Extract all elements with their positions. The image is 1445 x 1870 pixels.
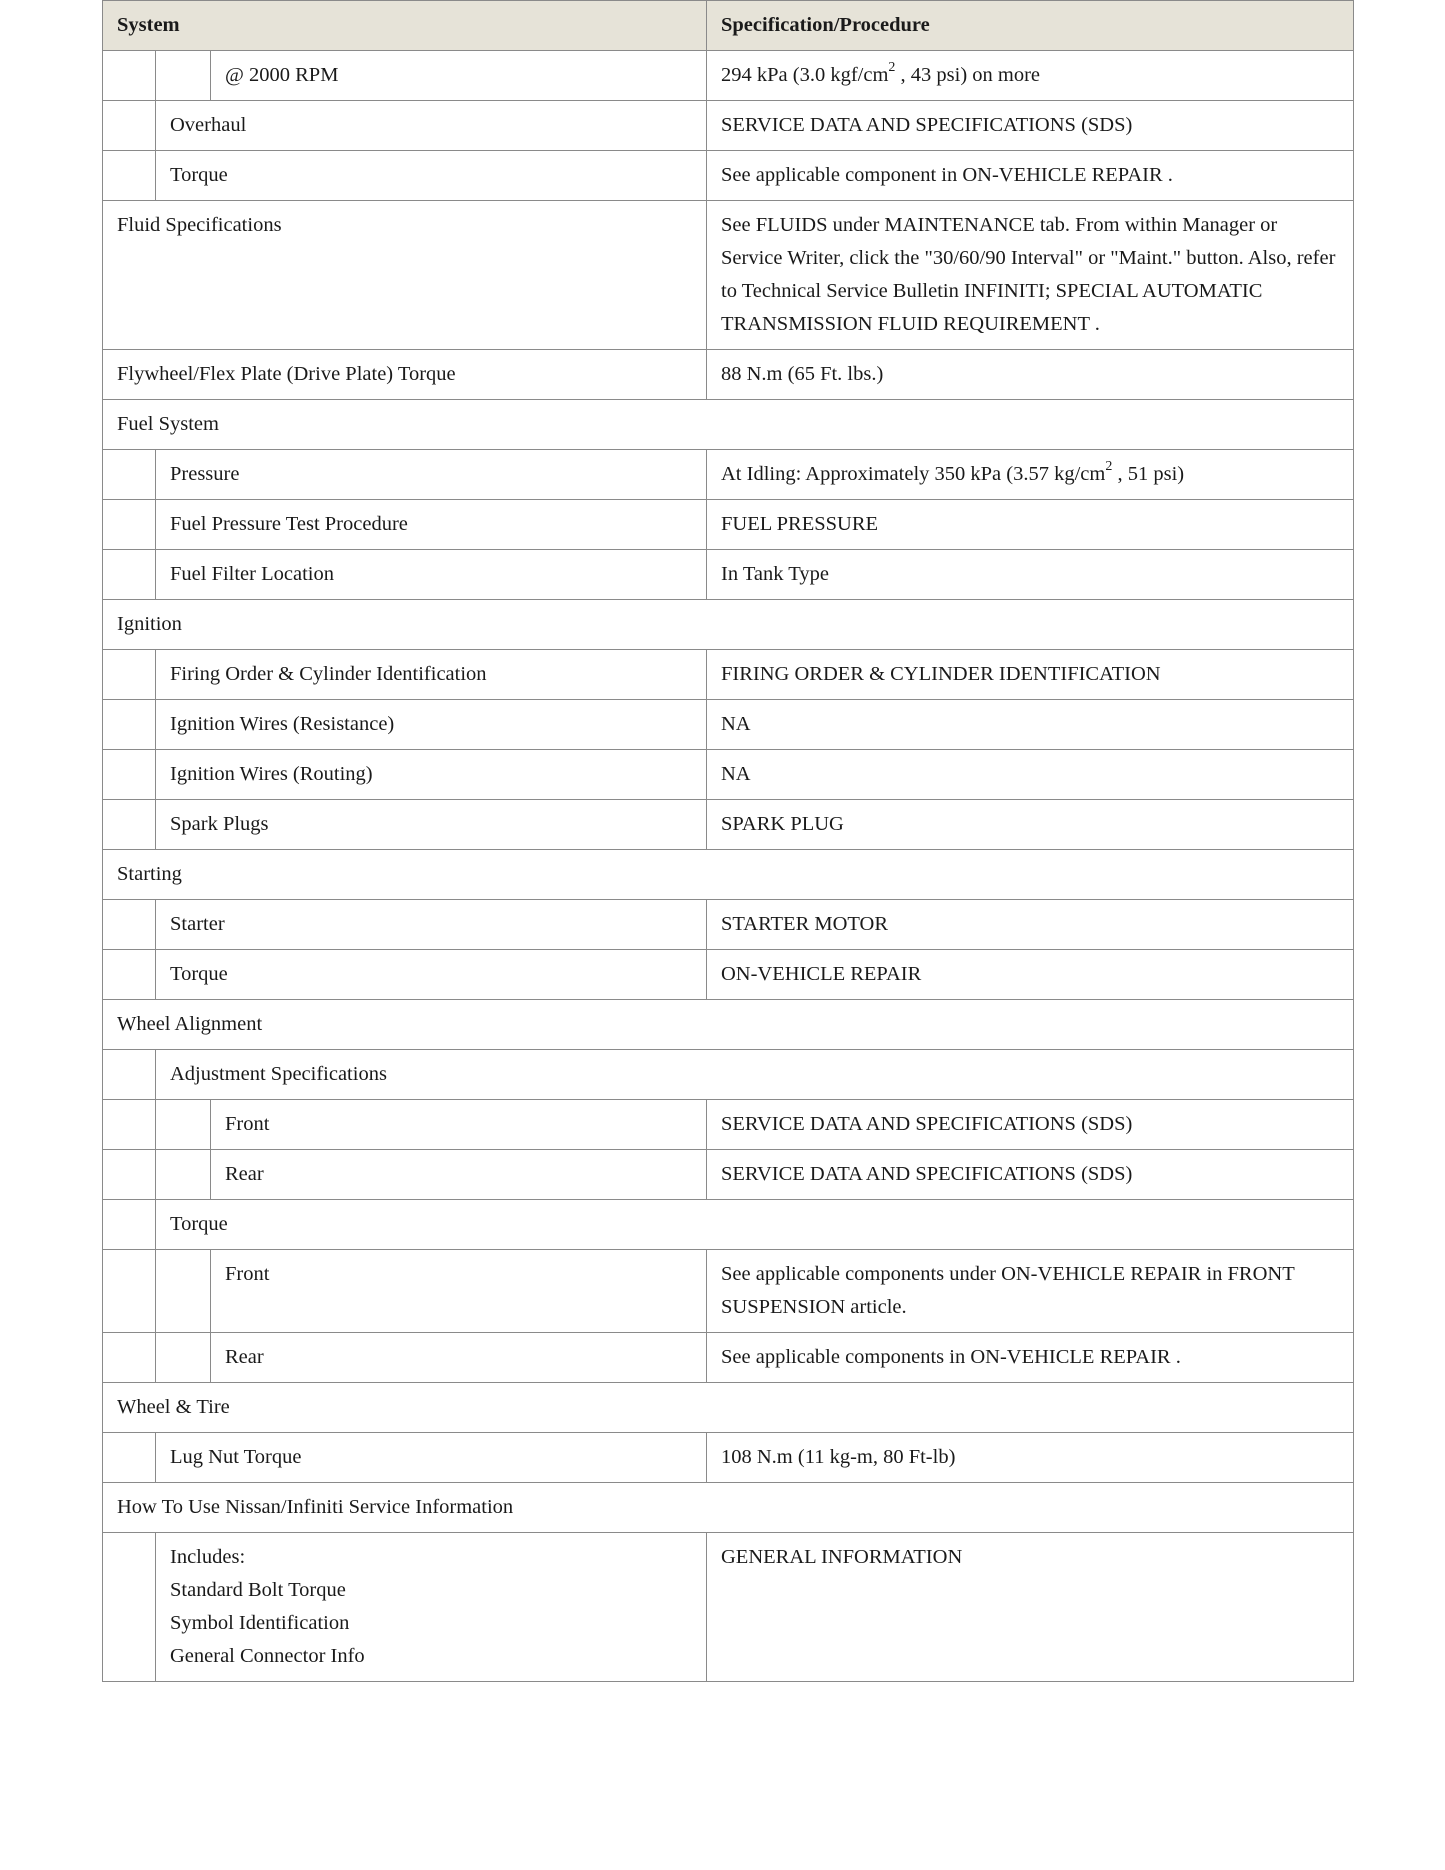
section-row <box>103 1050 1354 1100</box>
row-spec: In Tank Type <box>707 550 1354 600</box>
indent-cell <box>103 1433 156 1483</box>
table-row <box>103 650 1354 700</box>
label-line: Includes: <box>170 1546 246 1568</box>
row-label: Overhaul <box>156 101 707 151</box>
row-spec: STARTER MOTOR <box>707 900 1354 950</box>
table-row <box>103 350 1354 400</box>
spec-text: 294 kPa (3.0 kgf/cm <box>721 64 889 86</box>
row-spec: See FLUIDS under MAINTENANCE tab. From within Manager or Service Writer, click the "30/60/90 Interval" or "Maint." button. Also, refer to Technical Service Bulletin INFINITI; SPECIAL AUTOMATIC TRANSMISSION FLUID REQUIREMENT . <box>707 201 1354 350</box>
table-body <box>103 51 1354 1682</box>
header-system: System <box>103 1 707 51</box>
section-label: Wheel Alignment <box>103 1000 1354 1050</box>
section-label: Wheel & Tire <box>103 1383 1354 1433</box>
row-label: @ 2000 RPM <box>211 51 707 101</box>
row-spec: See applicable components under ON-VEHICLE REPAIR in FRONT SUSPENSION article. <box>707 1250 1354 1333</box>
section-row <box>103 1200 1354 1250</box>
row-label: Torque <box>156 950 707 1000</box>
spec-text: At Idling: Approximately 350 kPa (3.57 kg/cm <box>721 463 1106 485</box>
table-row <box>103 1250 1354 1333</box>
indent-cell <box>156 1250 211 1333</box>
indent-cell <box>103 1533 156 1682</box>
table-row <box>103 900 1354 950</box>
indent-cell <box>103 1333 156 1383</box>
row-spec: NA <box>707 750 1354 800</box>
label-line: Standard Bolt Torque <box>170 1579 346 1601</box>
row-spec: GENERAL INFORMATION <box>707 1533 1354 1682</box>
table-row <box>103 201 1354 350</box>
row-label: Ignition Wires (Routing) <box>156 750 707 800</box>
row-label: Firing Order & Cylinder Identification <box>156 650 707 700</box>
indent-cell <box>156 1150 211 1200</box>
section-row <box>103 1383 1354 1433</box>
indent-cell <box>103 500 156 550</box>
section-label: Starting <box>103 850 1354 900</box>
label-line: Symbol Identification <box>170 1612 350 1634</box>
section-row <box>103 600 1354 650</box>
row-spec <box>707 450 1354 500</box>
section-label: Adjustment Specifications <box>156 1050 1354 1100</box>
section-row <box>103 1483 1354 1533</box>
table-row <box>103 1433 1354 1483</box>
spec-superscript: 2 <box>888 60 896 76</box>
label-line: General Connector Info <box>170 1645 365 1667</box>
indent-cell <box>103 450 156 500</box>
row-label <box>156 1533 707 1682</box>
table-row <box>103 1150 1354 1200</box>
table-row <box>103 800 1354 850</box>
header-spec: Specification/Procedure <box>707 1 1354 51</box>
indent-cell <box>103 51 156 101</box>
spec-text: , 51 psi) <box>1112 463 1185 485</box>
indent-cell <box>103 101 156 151</box>
row-label: Rear <box>211 1333 707 1383</box>
section-row <box>103 1000 1354 1050</box>
row-label: Starter <box>156 900 707 950</box>
indent-cell <box>103 1250 156 1333</box>
row-spec: See applicable component in ON-VEHICLE REPAIR . <box>707 151 1354 201</box>
table-row <box>103 1333 1354 1383</box>
row-spec: SERVICE DATA AND SPECIFICATIONS (SDS) <box>707 1100 1354 1150</box>
row-label: Ignition Wires (Resistance) <box>156 700 707 750</box>
section-label: Fuel System <box>103 400 1354 450</box>
table-row <box>103 700 1354 750</box>
table-row <box>103 1533 1354 1682</box>
row-label: Front <box>211 1100 707 1150</box>
section-label: Torque <box>156 1200 1354 1250</box>
row-label: Fuel Pressure Test Procedure <box>156 500 707 550</box>
indent-cell <box>156 1333 211 1383</box>
row-spec: SERVICE DATA AND SPECIFICATIONS (SDS) <box>707 1150 1354 1200</box>
row-label: Front <box>211 1250 707 1333</box>
table-header-row <box>103 1 1354 51</box>
table-row <box>103 950 1354 1000</box>
row-spec: 108 N.m (11 kg-m, 80 Ft-lb) <box>707 1433 1354 1483</box>
table-row <box>103 151 1354 201</box>
indent-cell <box>103 1200 156 1250</box>
row-label: Fuel Filter Location <box>156 550 707 600</box>
indent-cell <box>103 1150 156 1200</box>
table-row <box>103 101 1354 151</box>
row-spec: See applicable components in ON-VEHICLE REPAIR . <box>707 1333 1354 1383</box>
section-row <box>103 400 1354 450</box>
indent-cell <box>103 900 156 950</box>
indent-cell <box>103 1050 156 1100</box>
row-spec: SERVICE DATA AND SPECIFICATIONS (SDS) <box>707 101 1354 151</box>
spec-superscript: 2 <box>1105 459 1113 475</box>
table-row <box>103 550 1354 600</box>
row-label: Flywheel/Flex Plate (Drive Plate) Torque <box>103 350 707 400</box>
section-label: Ignition <box>103 600 1354 650</box>
indent-cell <box>103 950 156 1000</box>
indent-cell <box>103 151 156 201</box>
indent-cell <box>103 800 156 850</box>
indent-cell <box>103 700 156 750</box>
row-label: Fluid Specifications <box>103 201 707 350</box>
spec-table <box>102 0 1354 1682</box>
indent-cell <box>103 750 156 800</box>
table-row <box>103 750 1354 800</box>
spec-text: , 43 psi) on more <box>895 64 1041 86</box>
indent-cell <box>156 51 211 101</box>
indent-cell <box>103 650 156 700</box>
section-row <box>103 850 1354 900</box>
row-label: Spark Plugs <box>156 800 707 850</box>
row-spec: FIRING ORDER & CYLINDER IDENTIFICATION <box>707 650 1354 700</box>
row-spec: NA <box>707 700 1354 750</box>
table-row <box>103 450 1354 500</box>
indent-cell <box>103 550 156 600</box>
row-spec: SPARK PLUG <box>707 800 1354 850</box>
indent-cell <box>103 1100 156 1150</box>
section-label: How To Use Nissan/Infiniti Service Information <box>103 1483 1354 1533</box>
row-spec: ON-VEHICLE REPAIR <box>707 950 1354 1000</box>
row-spec <box>707 51 1354 101</box>
row-spec: 88 N.m (65 Ft. lbs.) <box>707 350 1354 400</box>
row-label: Torque <box>156 151 707 201</box>
row-label: Rear <box>211 1150 707 1200</box>
table-row <box>103 1100 1354 1150</box>
indent-cell <box>156 1100 211 1150</box>
table-row <box>103 51 1354 101</box>
row-spec: FUEL PRESSURE <box>707 500 1354 550</box>
row-label: Pressure <box>156 450 707 500</box>
row-label: Lug Nut Torque <box>156 1433 707 1483</box>
table-row <box>103 500 1354 550</box>
